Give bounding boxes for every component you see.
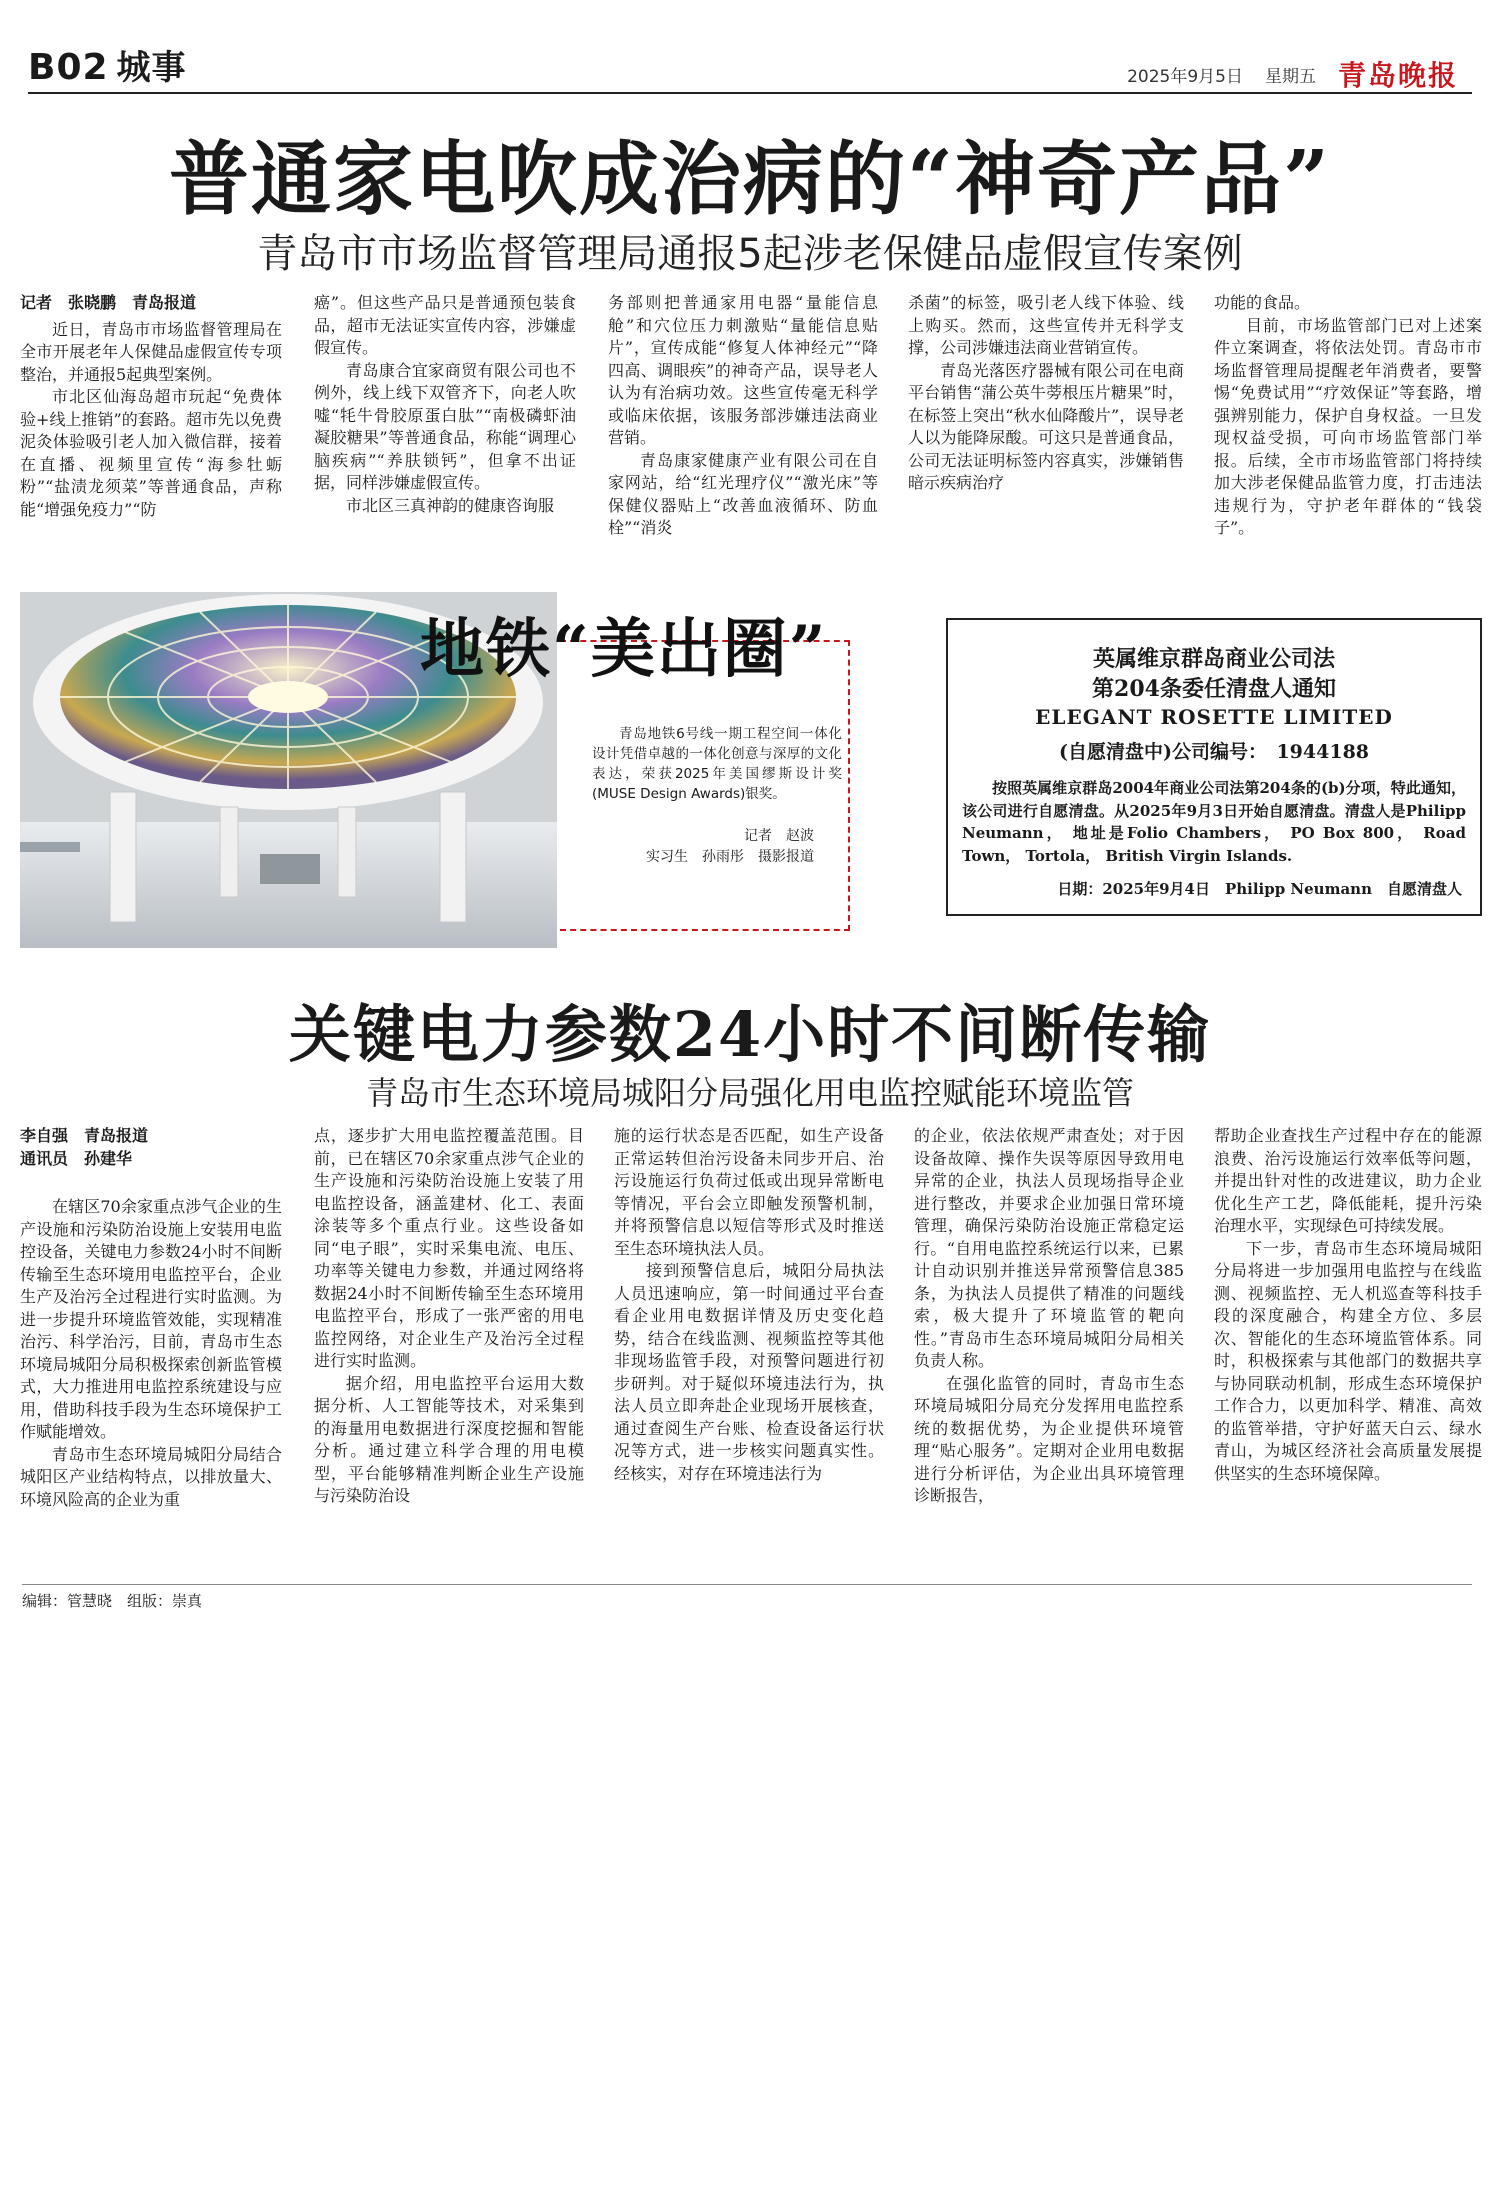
article2-byline-1: 李自强 青岛报道 xyxy=(20,1126,149,1145)
liquidation-notice xyxy=(946,618,1482,916)
header-rule xyxy=(28,92,1472,94)
section-name: 城事 xyxy=(116,48,187,88)
paragraph: 青岛市生态环境局城阳分局结合城阳区产业结构特点，以排放量大、环境风险高的企业为重 xyxy=(20,1444,282,1509)
paragraph: 青岛康家健康产业有限公司在自家网站，给“红光理疗仪”“激光床”等保健仪器贴上“改善血液循环、防血栓”“消炎 xyxy=(608,450,878,537)
paragraph: 市北区三真神韵的健康咨询服 xyxy=(346,495,555,515)
article2-byline-2: 通讯员 孙建华 xyxy=(20,1148,133,1168)
caption-text: 青岛地铁6号线一期工程空间一体化设计凭借卓越的一体化创意与深厚的文化表达，荣获2025年美国缪斯设计奖(MUSE Design Awards)银奖。 xyxy=(592,726,842,802)
notice-title-1: 英属维京群岛商业公司法 xyxy=(1092,646,1335,672)
paragraph: 近日，青岛市市场监督管理局在全市开展老年人保健品虚假宣传专项整治，并通报5起典型案例。 xyxy=(20,319,282,384)
paragraph: 接到预警信息后，城阳分局执法人员迅速响应，第一时间通过平台查看企业用电数据详情及历史变化趋势，结合在线监测、视频监控等其他非现场监管手段，对预警问题进行初步研判。对于疑似环境违法行为，执法人员立即奔赴企业现场开展核查，通过查阅生产台账、检查设备运行状况等方式，进一步核实问题真实性。经核实，对存在环境违法行为 xyxy=(614,1261,884,1483)
article1-column-3 xyxy=(608,292,878,564)
paragraph: 市北区仙海岛超市玩起“免费体验+线上推销”的套路。超市先以免费泥灸体验吸引老人加入微信群，接着在直播、视频里宣传“海参牡蛎粉”“盐渍龙须菜”等普通食品，声称能“增强免疫力”“防 xyxy=(20,387,282,519)
photo-story-title: 地铁“美出圈” xyxy=(420,612,828,687)
notice-date: 日期：2025年9月4日 Philipp Neumann 自愿清盘人 xyxy=(1057,880,1462,898)
masthead-logo: 青岛晚报 xyxy=(1337,59,1458,92)
paragraph: 功能的食品。 xyxy=(1214,293,1311,312)
article2-column-4 xyxy=(914,1125,1184,1573)
article2-headline: 关键电力参数24小时不间断传输 xyxy=(288,998,1212,1071)
article1-column-4 xyxy=(908,292,1184,564)
article1-column-1 xyxy=(20,292,282,564)
article2-column-3 xyxy=(614,1125,884,1573)
paragraph: 点，逐步扩大用电监控覆盖范围。目前，已在辖区70余家重点涉气企业的生产设施和污染防治设施上安装了用电监控设备，涵盖建材、化工、表面涂装等多个重点行业。这些设备如同“电子眼”，实时采集电流、电压、功率等关键电力参数，并通过网络将数据24小时不间断传输至生态环境用电监控平台，形成了一张严密的用电监控网络，对企业生产及治污全过程进行实时监测。 xyxy=(314,1126,584,1370)
footer-rule xyxy=(22,1584,1472,1585)
article1-subheadline: 青岛市市场监督管理局通报5起涉老保健品虚假宣传案例 xyxy=(257,231,1243,277)
paragraph: 施的运行状态是否匹配，如生产设备正常运转但治污设备未同步开启、治污设施运行负荷过低或出现异常断电等情况，平台会立即触发预警机制，并将预警信息以短信等形式及时推送至生态环境执法人员。 xyxy=(614,1126,884,1258)
paragraph: 据介绍，用电监控平台运用大数据分析、人工智能等技术，对采集到的海量用电数据进行深度挖掘和智能分析。通过建立科学合理的用电模型，平台能够精准判断企业生产设施与污染防治设 xyxy=(314,1373,584,1505)
editor-credit: 编辑：管慧晓 组版：崇真 xyxy=(22,1592,203,1610)
photo-caption xyxy=(592,724,842,804)
paragraph: 的企业，依法依规严肃查处；对于因设备故障、操作失误等原因导致用电异常的企业，执法人员现场指导企业进行整改，并要求企业加强日常环境管理，确保污染防治设施正常稳定运行。“自用电监控系统运行以来，已累计自动识别并推送异常预警信息385条，为执法人员提供了精准的问题线索，极大提升了环境监管的靶向性。”青岛市生态环境局城阳分局相关负责人称。 xyxy=(914,1126,1184,1370)
paragraph: 下一步，青岛市生态环境局城阳分局将进一步加强用电监控与在线监测、视频监控、无人机巡查等科技手段的深度融合，构建全方位、多层次、智能化的生态环境监管体系。同时，积极探索与其他部门的数据共享与协同联动机制，形成生态环境保护工作合力，以更加科学、精准、高效的监管举措，守护好蓝天白云、绿水青山，为城区经济社会高质量发展提供坚实的生态环境保障。 xyxy=(1214,1238,1482,1483)
paragraph: 杀菌”的标签，吸引老人线下体验、线上购买。然而，这些宣传并无科学支撑，公司涉嫌违法商业营销宣传。 xyxy=(908,293,1184,357)
paragraph: 青岛光落医疗器械有限公司在电商平台销售“蒲公英牛蒡根压片糖果”时，在标签上突出“秋水仙降酸片”，误导老人以为能降尿酸。可这只是普通食品，公司无法证明标签内容真实，涉嫌销售暗示疾病治疗 xyxy=(908,360,1184,492)
article1-column-2 xyxy=(314,292,576,564)
notice-title-2: 第204条委任清盘人通知 xyxy=(1092,676,1336,702)
photo-credit-2: 实习生 孙雨彤 摄影报道 xyxy=(646,849,814,865)
article2-subheadline: 青岛市生态环境局城阳分局强化用电监控赋能环境监管 xyxy=(365,1074,1134,1112)
paragraph: 在强化监管的同时，青岛市生态环境局城阳分局充分发挥用电监控系统的数据优势，为企业提供环境管理“贴心服务”。定期对企业用电数据进行分析评估，为企业出具环境管理诊断报告， xyxy=(914,1373,1184,1505)
notice-body xyxy=(962,777,1466,867)
article1-column-5 xyxy=(1214,292,1482,564)
notice-company: ELEGANT ROSETTE LIMITED xyxy=(1035,705,1393,729)
header-meta xyxy=(1127,54,1458,94)
paragraph: 在辖区70余家重点涉气企业的生产设施和污染防治设施上安装用电监控设备，关键电力参数24小时不间断传输至生态环境用电监控平台，企业生产及治污全过程进行实时监测。为进一步提升环境监管效能，实现精准治污、科学治污，目前，青岛市生态环境局城阳分局积极探索创新监管模式，大力推进用电监控系统建设与应用，借助科技手段为生态环境保护工作赋能增效。 xyxy=(20,1197,282,1441)
article2-column-5 xyxy=(1214,1125,1482,1573)
article1-headline: 普通家电吹成治病的“神奇产品” xyxy=(168,132,1332,226)
notice-body-text: 按照英属维京群岛2004年商业公司法第204条的(b)分项，特此通知，该公司进行自愿清盘。从2025年9月3日开始自愿清盘。清盘人是Philipp Neumann， 地址是Folio Chambers， PO Box 800， Road Town， Tortola， British Virgin Islands. xyxy=(962,779,1466,865)
photo-credit-1: 记者 赵波 xyxy=(744,828,814,844)
article1-byline: 记者 张晓鹏 青岛报道 xyxy=(20,293,197,312)
article2-column-1 xyxy=(20,1125,282,1573)
page-code: B02 xyxy=(28,47,109,88)
page-header xyxy=(28,40,187,89)
notice-company-number: (自愿清盘中)公司编号： 1944188 xyxy=(1058,741,1370,763)
issue-date: 2025年9月5日 xyxy=(1127,66,1243,87)
paragraph: 癌”。但这些产品只是普通预包装食品，超市无法证实宣传内容，涉嫌虚假宣传。 xyxy=(314,293,576,357)
paragraph: 目前，市场监管部门已对上述案件立案调查，将依法处罚。青岛市市场监督管理局提醒老年消费者，要警惕“免费试用”“疗效保证”等套路，增强辨别能力，保护自身权益。一旦发现权益受损，可向市场监管部门举报。后续，全市市场监管部门将持续加大涉老保健品监管力度，打击违法违规行为，守护老年群体的“钱袋子”。 xyxy=(1214,315,1482,537)
paragraph: 青岛康合宜家商贸有限公司也不例外，线上线下双管齐下，向老人吹嘘“牦牛骨胶原蛋白肽”“南极磷虾油凝胶糖果”等普通食品，称能“调理心脑疾病”“养肤锁钙”，但拿不出证据，同样涉嫌虚假宣传。 xyxy=(314,360,576,492)
issue-weekday: 星期五 xyxy=(1264,66,1316,87)
article2-column-2 xyxy=(314,1125,584,1573)
paragraph: 帮助企业查找生产过程中存在的能源浪费、治污设施运行效率低等问题，并提出针对性的改进建议，助力企业优化生产工艺，降低能耗，提升污染治理水平，实现绿色可持续发展。 xyxy=(1214,1126,1482,1235)
paragraph: 务部则把普通家用电器“量能信息舱”和穴位压力刺激贴“量能信息贴片”，宣传成能“修复人体神经元”“降四高、调眼疾”的神奇产品，误导老人认为有治病功效。这些宣传毫无科学或临床依据，该服务部涉嫌违法商业营销。 xyxy=(608,293,878,447)
